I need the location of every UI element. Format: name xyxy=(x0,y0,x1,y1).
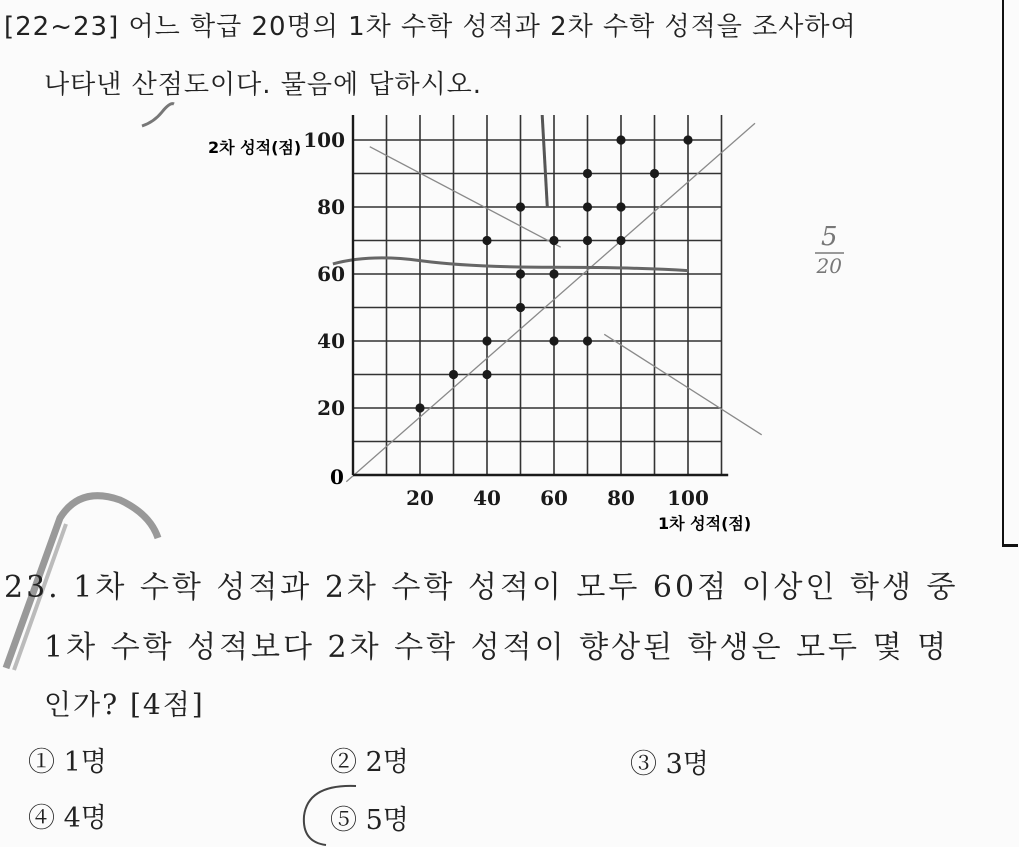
data-point xyxy=(516,303,525,312)
question-line2: 1차 수학 성적보다 2차 수학 성적이 향상된 학생은 모두 몇 명 xyxy=(44,630,950,665)
data-point xyxy=(583,202,592,211)
x-tick-label: 60 xyxy=(540,486,568,510)
x-tick-label: 100 xyxy=(667,486,709,510)
margin-note xyxy=(815,222,844,278)
data-point xyxy=(482,236,491,245)
data-point xyxy=(583,236,592,245)
origin-label: 0 xyxy=(330,465,344,489)
data-point xyxy=(482,336,491,345)
scatter-plot xyxy=(200,115,820,535)
y-tick-label: 100 xyxy=(303,128,345,152)
data-point xyxy=(482,370,491,379)
data-point xyxy=(616,236,625,245)
margin-note-numerator: 5 xyxy=(815,222,844,254)
pencil-cross-line xyxy=(370,147,561,248)
data-point xyxy=(549,236,558,245)
pencil-cross-line xyxy=(604,334,761,435)
pencil-mark xyxy=(140,100,180,130)
pencil-vertical-mark xyxy=(541,115,548,207)
data-point xyxy=(415,403,424,412)
choice-2[interactable]: ② 2명 xyxy=(330,747,409,778)
data-point xyxy=(583,336,592,345)
pencil-diagonal xyxy=(346,123,755,481)
data-point xyxy=(683,135,692,144)
problem-intro-line2: 나타낸 산점도이다. 물음에 답하시오. xyxy=(44,70,483,100)
data-point xyxy=(616,135,625,144)
y-tick-label: 20 xyxy=(317,396,345,420)
data-point xyxy=(449,370,458,379)
data-point xyxy=(583,169,592,178)
question-line3: 인가? [4점] xyxy=(44,688,205,721)
x-tick-label: 80 xyxy=(607,486,635,510)
answer-circle xyxy=(296,782,386,847)
data-point xyxy=(549,336,558,345)
x-axis-label: 1차 성적(점) xyxy=(658,514,752,533)
data-point xyxy=(616,202,625,211)
problem-intro-line1: [22~23] 어느 학급 20명의 1차 수학 성적과 2차 수학 성적을 조사하여 xyxy=(4,12,857,42)
choice-4[interactable]: ④ 4명 xyxy=(28,803,107,834)
choice-1[interactable]: ① 1명 xyxy=(28,747,107,778)
margin-note-denominator: 20 xyxy=(816,254,842,278)
data-point xyxy=(516,202,525,211)
data-point xyxy=(516,269,525,278)
right-box-border xyxy=(1002,0,1018,547)
question-line1: 23. 1차 수학 성적과 2차 수학 성적이 모두 60점 이상인 학생 중 xyxy=(4,570,959,605)
chart-grid xyxy=(353,115,722,475)
y-tick-label: 80 xyxy=(317,195,345,219)
choice-3[interactable]: ③ 3명 xyxy=(630,749,709,780)
y-tick-label: 60 xyxy=(317,262,345,286)
y-tick-label: 40 xyxy=(317,329,345,353)
data-point xyxy=(549,269,558,278)
choice-5[interactable]: ⑤ 5명 xyxy=(330,805,409,836)
data-point xyxy=(650,169,659,178)
pencil-annotations xyxy=(333,115,762,482)
y-axis-label: 2차 성적(점) xyxy=(208,138,302,157)
x-tick-label: 20 xyxy=(406,486,434,510)
x-tick-label: 40 xyxy=(473,486,501,510)
